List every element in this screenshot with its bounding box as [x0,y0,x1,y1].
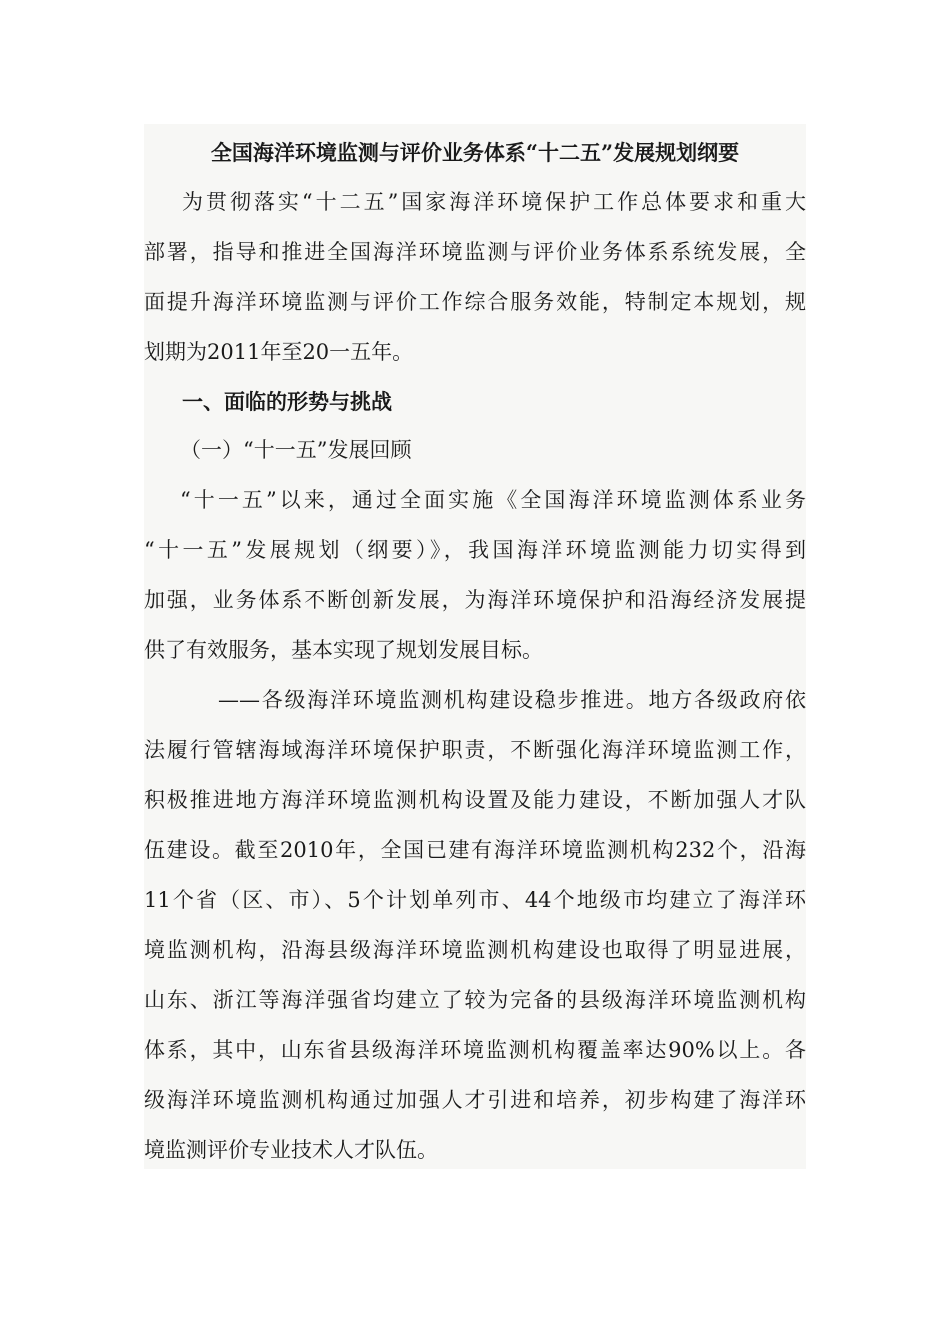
paragraph-line: 部署，指导和推进全国海洋环境监测与评价业务体系系统发展，全 [144,240,806,264]
paragraph-line: 山东、浙江等海洋强省均建立了较为完备的县级海洋环境监测机构 [144,988,806,1012]
paragraph-line: “十一五”发展规划（纲要）》，我国海洋环境监测能力切实得到 [144,538,806,562]
paragraph-line: “十一五”以来，通过全面实施《全国海洋环境监测体系业务 [180,488,806,512]
paragraph-line: 法履行管辖海域海洋环境保护职责，不断强化海洋环境监测工作， [144,738,806,762]
document-body [144,124,806,1169]
paragraph-line: 划期为2011年至20一五年。 [144,340,414,364]
paragraph-line: ——各级海洋环境监测机构建设稳步推进。地方各级政府依 [218,688,806,712]
document-title: 全国海洋环境监测与评价业务体系“十二五”发展规划纲要 [210,140,740,165]
paragraph-line: 11个省（区、市）、5个计划单列市、44个地级市均建立了海洋环 [144,888,806,912]
paragraph-line: 为贯彻落实“十二五”国家海洋环境保护工作总体要求和重大 [182,190,806,214]
paragraph-line: 供了有效服务，基本实现了规划发展目标。 [144,638,543,662]
subsection-heading: （一）“十一五”发展回顾 [180,438,412,462]
paragraph-line: 体系，其中，山东省县级海洋环境监测机构覆盖率达90%以上。各 [144,1038,806,1062]
paragraph-line: 伍建设。截至2010年，全国已建有海洋环境监测机构232个，沿海 [144,838,806,862]
section-heading: 一、面临的形势与挑战 [182,389,392,414]
paragraph-line: 境监测机构，沿海县级海洋环境监测机构建设也取得了明显进展， [144,938,806,962]
paragraph-line: 面提升海洋环境监测与评价工作综合服务效能，特制定本规划，规 [144,290,806,314]
paragraph-line: 境监测评价专业技术人才队伍。 [144,1138,438,1162]
paragraph-line: 级海洋环境监测机构通过加强人才引进和培养，初步构建了海洋环 [144,1088,806,1112]
paragraph-line: 加强，业务体系不断创新发展，为海洋环境保护和沿海经济发展提 [144,588,806,612]
paragraph-line: 积极推进地方海洋环境监测机构设置及能力建设，不断加强人才队 [144,788,806,812]
